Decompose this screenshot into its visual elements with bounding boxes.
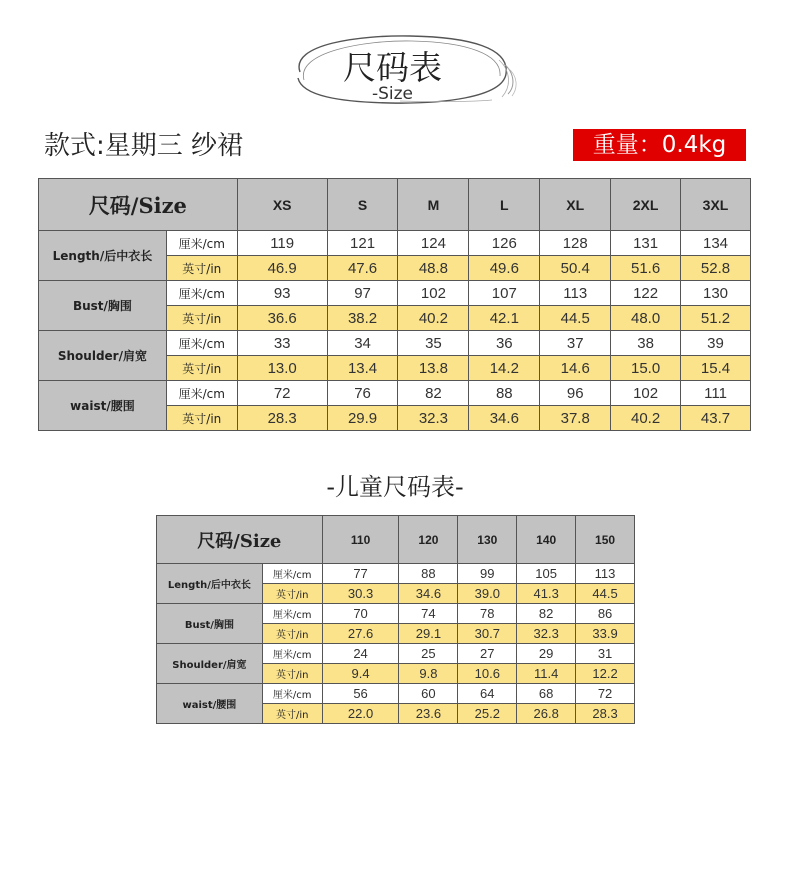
cm-value-cell: 77 xyxy=(322,564,399,584)
cm-value-cell: 72 xyxy=(237,381,327,406)
cm-value-cell: 102 xyxy=(611,381,681,406)
inch-value-cell: 47.6 xyxy=(327,256,398,281)
size-header-cell: 110 xyxy=(322,516,399,564)
size-header-cell: L xyxy=(469,179,540,231)
size-corner-label: 尺码/Size xyxy=(39,179,238,231)
cm-value-cell: 78 xyxy=(458,604,517,624)
table-row xyxy=(157,564,635,584)
cm-value-cell: 27 xyxy=(458,644,517,664)
cm-value-cell: 122 xyxy=(611,281,681,306)
inch-value-cell: 46.9 xyxy=(237,256,327,281)
cm-value-cell: 74 xyxy=(399,604,458,624)
inch-value-cell: 30.7 xyxy=(458,624,517,644)
cm-value-cell: 119 xyxy=(237,231,327,256)
kids-size-table xyxy=(156,515,635,724)
inch-value-cell: 34.6 xyxy=(469,406,540,431)
unit-inch-label: 英寸/in xyxy=(262,624,322,644)
inch-value-cell: 9.4 xyxy=(322,664,399,684)
inch-value-cell: 34.6 xyxy=(399,584,458,604)
size-header-cell: XS xyxy=(237,179,327,231)
inch-value-cell: 43.7 xyxy=(681,406,751,431)
adult-size-table xyxy=(38,178,751,431)
inch-value-cell: 33.9 xyxy=(576,624,635,644)
inch-value-cell: 28.3 xyxy=(237,406,327,431)
measurement-label: waist/腰围 xyxy=(39,381,167,431)
cm-value-cell: 82 xyxy=(398,381,469,406)
inch-value-cell: 15.4 xyxy=(681,356,751,381)
cm-value-cell: 121 xyxy=(327,231,398,256)
size-header-cell: 150 xyxy=(576,516,635,564)
cm-value-cell: 56 xyxy=(322,684,399,704)
size-corner-label: 尺码/Size xyxy=(157,516,323,564)
inch-value-cell: 48.0 xyxy=(611,306,681,331)
page-subtitle: -Size xyxy=(371,84,414,104)
inch-value-cell: 40.2 xyxy=(398,306,469,331)
inch-value-cell: 49.6 xyxy=(469,256,540,281)
cm-value-cell: 70 xyxy=(322,604,399,624)
table-row xyxy=(157,604,635,624)
cm-value-cell: 124 xyxy=(398,231,469,256)
table-row xyxy=(39,381,751,406)
cm-value-cell: 96 xyxy=(540,381,611,406)
inch-value-cell: 13.8 xyxy=(398,356,469,381)
inch-value-cell: 32.3 xyxy=(517,624,576,644)
unit-cm-label: 厘米/cm xyxy=(262,564,322,584)
inch-value-cell: 10.6 xyxy=(458,664,517,684)
cm-value-cell: 68 xyxy=(517,684,576,704)
size-header-cell: 120 xyxy=(399,516,458,564)
cm-value-cell: 25 xyxy=(399,644,458,664)
cm-value-cell: 99 xyxy=(458,564,517,584)
inch-value-cell: 44.5 xyxy=(540,306,611,331)
cm-value-cell: 111 xyxy=(681,381,751,406)
unit-inch-label: 英寸/in xyxy=(166,356,237,381)
inch-value-cell: 29.1 xyxy=(399,624,458,644)
table-row xyxy=(39,331,751,356)
inch-value-cell: 9.8 xyxy=(399,664,458,684)
inch-value-cell: 25.2 xyxy=(458,704,517,724)
inch-value-cell: 40.2 xyxy=(611,406,681,431)
cm-value-cell: 36 xyxy=(469,331,540,356)
measurement-label: Shoulder/肩宽 xyxy=(39,331,167,381)
unit-cm-label: 厘米/cm xyxy=(166,331,237,356)
cm-value-cell: 33 xyxy=(237,331,327,356)
inch-value-cell: 14.2 xyxy=(469,356,540,381)
unit-inch-label: 英寸/in xyxy=(262,664,322,684)
measurement-label: Shoulder/肩宽 xyxy=(157,644,263,684)
inch-value-cell: 23.6 xyxy=(399,704,458,724)
measurement-label: Bust/胸围 xyxy=(157,604,263,644)
inch-value-cell: 52.8 xyxy=(681,256,751,281)
cm-value-cell: 76 xyxy=(327,381,398,406)
cm-value-cell: 131 xyxy=(611,231,681,256)
page-title: 尺码表 xyxy=(343,48,442,87)
cm-value-cell: 130 xyxy=(681,281,751,306)
inch-value-cell: 39.0 xyxy=(458,584,517,604)
unit-cm-label: 厘米/cm xyxy=(262,644,322,664)
cm-value-cell: 105 xyxy=(517,564,576,584)
size-header-cell: 3XL xyxy=(681,179,751,231)
table-row xyxy=(157,684,635,704)
cm-value-cell: 88 xyxy=(399,564,458,584)
cm-value-cell: 88 xyxy=(469,381,540,406)
inch-value-cell: 32.3 xyxy=(398,406,469,431)
unit-cm-label: 厘米/cm xyxy=(262,604,322,624)
size-header-cell: M xyxy=(398,179,469,231)
inch-value-cell: 51.2 xyxy=(681,306,751,331)
cm-value-cell: 35 xyxy=(398,331,469,356)
size-header-row xyxy=(39,179,751,231)
inch-value-cell: 48.8 xyxy=(398,256,469,281)
inch-value-cell: 36.6 xyxy=(237,306,327,331)
cm-value-cell: 64 xyxy=(458,684,517,704)
cm-value-cell: 113 xyxy=(540,281,611,306)
size-header-cell: 2XL xyxy=(611,179,681,231)
inch-value-cell: 50.4 xyxy=(540,256,611,281)
table-row xyxy=(39,231,751,256)
table-row xyxy=(157,644,635,664)
cm-value-cell: 82 xyxy=(517,604,576,624)
cm-value-cell: 60 xyxy=(399,684,458,704)
size-header-row xyxy=(157,516,635,564)
table-row xyxy=(39,281,751,306)
unit-inch-label: 英寸/in xyxy=(166,256,237,281)
size-header-cell: 130 xyxy=(458,516,517,564)
cm-value-cell: 31 xyxy=(576,644,635,664)
kids-section-title: -儿童尺码表- xyxy=(326,473,464,501)
cm-value-cell: 107 xyxy=(469,281,540,306)
measurement-label: Length/后中衣长 xyxy=(39,231,167,281)
cm-value-cell: 102 xyxy=(398,281,469,306)
inch-value-cell: 27.6 xyxy=(322,624,399,644)
unit-cm-label: 厘米/cm xyxy=(166,231,237,256)
inch-value-cell: 51.6 xyxy=(611,256,681,281)
inch-value-cell: 22.0 xyxy=(322,704,399,724)
measurement-label: waist/腰围 xyxy=(157,684,263,724)
inch-value-cell: 26.8 xyxy=(517,704,576,724)
cm-value-cell: 24 xyxy=(322,644,399,664)
cm-value-cell: 39 xyxy=(681,331,751,356)
cm-value-cell: 29 xyxy=(517,644,576,664)
unit-cm-label: 厘米/cm xyxy=(262,684,322,704)
inch-value-cell: 41.3 xyxy=(517,584,576,604)
measurement-label: Bust/胸围 xyxy=(39,281,167,331)
unit-cm-label: 厘米/cm xyxy=(166,381,237,406)
inch-value-cell: 12.2 xyxy=(576,664,635,684)
unit-inch-label: 英寸/in xyxy=(166,406,237,431)
inch-value-cell: 15.0 xyxy=(611,356,681,381)
inch-value-cell: 44.5 xyxy=(576,584,635,604)
inch-value-cell: 14.6 xyxy=(540,356,611,381)
unit-inch-label: 英寸/in xyxy=(166,306,237,331)
unit-cm-label: 厘米/cm xyxy=(166,281,237,306)
unit-inch-label: 英寸/in xyxy=(262,584,322,604)
cm-value-cell: 126 xyxy=(469,231,540,256)
inch-value-cell: 13.4 xyxy=(327,356,398,381)
style-label: 款式:星期三 纱裙 xyxy=(44,131,244,161)
size-header-cell: 140 xyxy=(517,516,576,564)
inch-value-cell: 42.1 xyxy=(469,306,540,331)
size-header-cell: XL xyxy=(540,179,611,231)
cm-value-cell: 113 xyxy=(576,564,635,584)
cm-value-cell: 93 xyxy=(237,281,327,306)
inch-value-cell: 37.8 xyxy=(540,406,611,431)
inch-value-cell: 11.4 xyxy=(517,664,576,684)
measurement-label: Length/后中衣长 xyxy=(157,564,263,604)
unit-inch-label: 英寸/in xyxy=(262,704,322,724)
size-header-cell: S xyxy=(327,179,398,231)
cm-value-cell: 128 xyxy=(540,231,611,256)
inch-value-cell: 13.0 xyxy=(237,356,327,381)
cm-value-cell: 134 xyxy=(681,231,751,256)
cm-value-cell: 97 xyxy=(327,281,398,306)
inch-value-cell: 29.9 xyxy=(327,406,398,431)
inch-value-cell: 28.3 xyxy=(576,704,635,724)
cm-value-cell: 37 xyxy=(540,331,611,356)
inch-value-cell: 38.2 xyxy=(327,306,398,331)
cm-value-cell: 72 xyxy=(576,684,635,704)
cm-value-cell: 34 xyxy=(327,331,398,356)
inch-value-cell: 30.3 xyxy=(322,584,399,604)
size-chart-header xyxy=(280,30,520,110)
cm-value-cell: 38 xyxy=(611,331,681,356)
cm-value-cell: 86 xyxy=(576,604,635,624)
weight-badge: 重量：0.4kg xyxy=(573,129,746,161)
